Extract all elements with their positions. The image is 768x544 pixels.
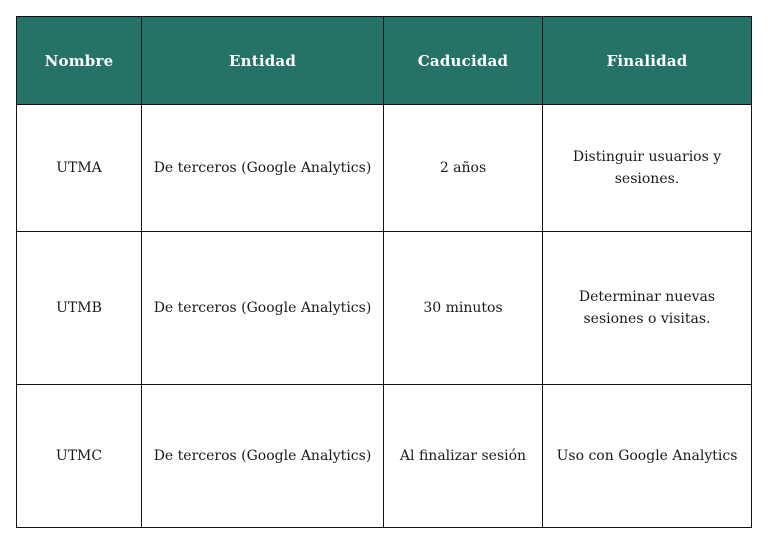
cell-nombre: UTMB — [17, 232, 142, 385]
table-header-row — [17, 17, 752, 105]
header-entidad: Entidad — [142, 17, 384, 105]
cell-caducidad: Al finalizar sesión — [384, 385, 543, 528]
cell-nombre: UTMA — [17, 105, 142, 232]
cell-finalidad: Uso con Google Analytics — [543, 385, 752, 528]
cell-entidad: De terceros (Google Analytics) — [142, 385, 384, 528]
header-finalidad: Finalidad — [543, 17, 752, 105]
cell-entidad: De terceros (Google Analytics) — [142, 232, 384, 385]
table-row — [17, 385, 752, 528]
cell-caducidad: 30 minutos — [384, 232, 543, 385]
header-caducidad: Caducidad — [384, 17, 543, 105]
table-row — [17, 232, 752, 385]
header-nombre: Nombre — [17, 17, 142, 105]
cookies-table — [16, 16, 752, 528]
cell-nombre: UTMC — [17, 385, 142, 528]
table-row — [17, 105, 752, 232]
cell-caducidad: 2 años — [384, 105, 543, 232]
cookies-table-container — [16, 16, 751, 527]
cell-finalidad: Determinar nuevas sesiones o visitas. — [543, 232, 752, 385]
cell-entidad: De terceros (Google Analytics) — [142, 105, 384, 232]
cell-finalidad: Distinguir usuarios y sesiones. — [543, 105, 752, 232]
